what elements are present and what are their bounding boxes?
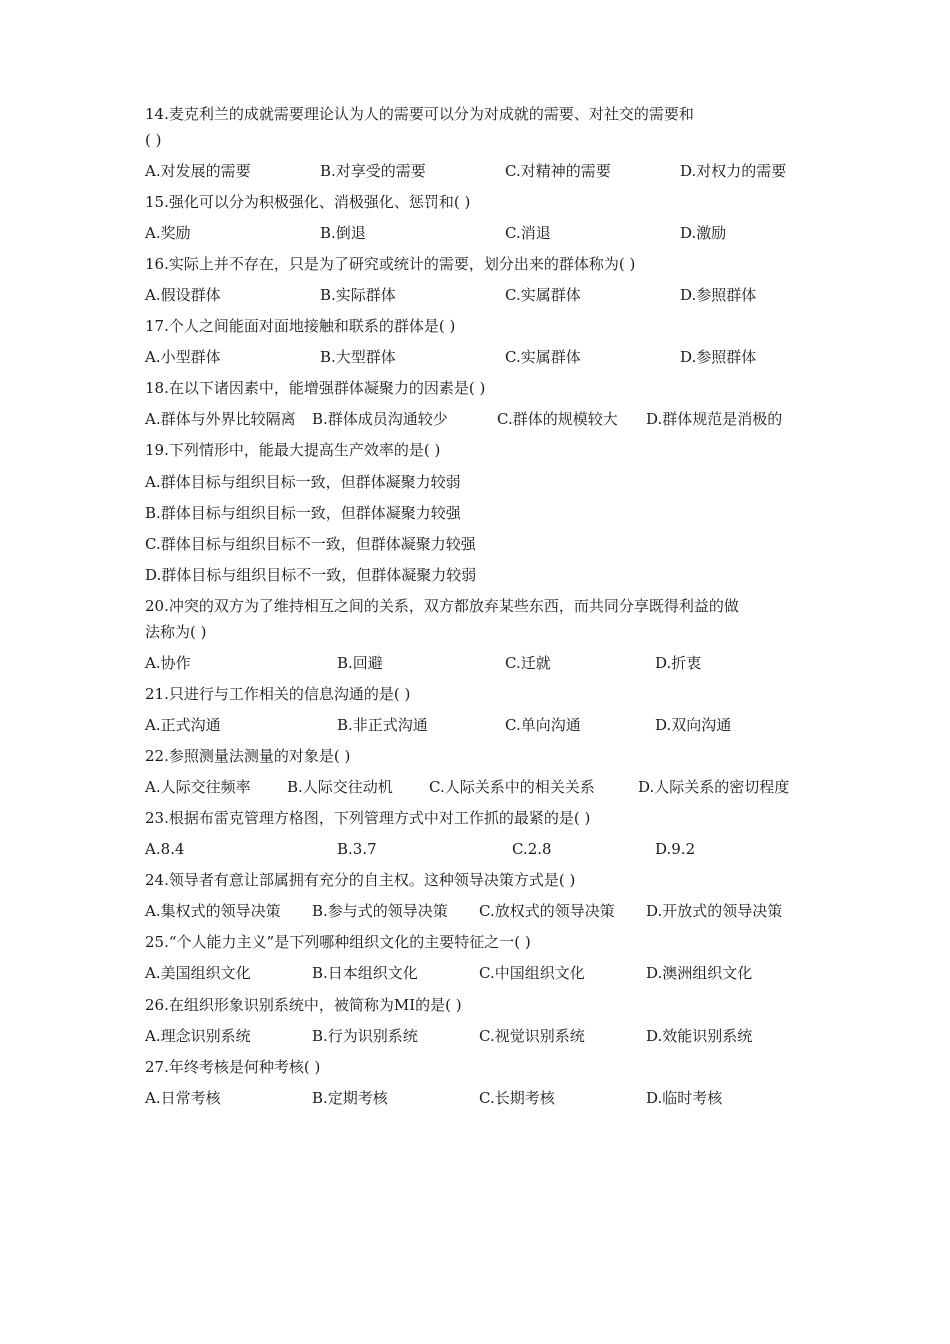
question-19-option-A: A.群体目标与组织目标一致，但群体凝聚力较弱	[145, 473, 461, 491]
question-22-option-C: C.人际关系中的相关关系	[429, 778, 595, 796]
question-27-option-B: B.定期考核	[312, 1089, 388, 1107]
question-24-text: 24.领导者有意让部属拥有充分的自主权。这种领导决策方式是( )	[145, 871, 576, 889]
question-22-option-A: A.人际交往频率	[145, 778, 251, 796]
question-21-option-B: B.非正式沟通	[337, 716, 428, 734]
question-20-option-B: B.回避	[337, 654, 383, 672]
question-19-option-B: B.群体目标与组织目标一致，但群体凝聚力较强	[145, 504, 461, 522]
question-16-option-B: B.实际群体	[320, 286, 396, 304]
question-27-option-A: A.日常考核	[145, 1089, 221, 1107]
question-14-text: ( )	[145, 131, 162, 149]
question-19-text: 19.下列情形中，能最大提高生产效率的是( )	[145, 441, 441, 459]
question-21-option-C: C.单向沟通	[505, 716, 581, 734]
question-20-option-C: C.迁就	[505, 654, 551, 672]
question-20-text: 20.冲突的双方为了维持相互之间的关系，双方都放弃某些东西，而共同分享既得利益的做	[145, 597, 739, 615]
question-14-option-C: C.对精神的需要	[505, 162, 611, 180]
question-26-options	[145, 1024, 825, 1048]
question-25-option-D: D.澳洲组织文化	[646, 964, 753, 982]
question-25-option-B: B.日本组织文化	[312, 964, 418, 982]
question-15-option-B: B.倒退	[320, 224, 366, 242]
question-17-option-A: A.小型群体	[145, 348, 221, 366]
question-22-options	[145, 775, 825, 799]
question-23-options	[145, 837, 825, 861]
question-27-option-C: C.长期考核	[479, 1089, 555, 1107]
question-23-option-B: B.3.7	[337, 840, 377, 858]
question-26-option-A: A.理念识别系统	[145, 1027, 251, 1045]
question-20-option-D: D.折衷	[655, 654, 702, 672]
question-26-option-D: D.效能识别系统	[646, 1027, 753, 1045]
question-18-option-D: D.群体规范是消极的	[646, 410, 783, 428]
question-17-options	[145, 345, 825, 369]
question-17-option-B: B.大型群体	[320, 348, 396, 366]
question-18-text: 18.在以下诸因素中，能增强群体凝聚力的因素是( )	[145, 379, 486, 397]
question-23-option-D: D.9.2	[655, 840, 696, 858]
question-27-text: 27.年终考核是何种考核( )	[145, 1058, 321, 1076]
question-17-option-D: D.参照群体	[680, 348, 757, 366]
question-26-option-B: B.行为识别系统	[312, 1027, 418, 1045]
question-24-options	[145, 899, 825, 923]
question-15-text: 15.强化可以分为积极强化、消极强化、惩罚和( )	[145, 193, 471, 211]
question-14-text: 14.麦克利兰的成就需要理论认为人的需要可以分为对成就的需要、对社交的需要和	[145, 105, 694, 123]
question-15-option-D: D.激励	[680, 224, 727, 242]
question-27-option-D: D.临时考核	[646, 1089, 723, 1107]
question-20-option-A: A.协作	[145, 654, 191, 672]
question-18-option-A: A.群体与外界比较隔离	[145, 410, 296, 428]
question-19-option-C: C.群体目标与组织目标不一致，但群体凝聚力较强	[145, 535, 476, 553]
question-20-text: 法称为( )	[145, 623, 207, 641]
question-22-text: 22.参照测量法测量的对象是( )	[145, 747, 351, 765]
question-22-option-B: B.人际交往动机	[287, 778, 393, 796]
question-14-option-B: B.对享受的需要	[320, 162, 426, 180]
question-14-option-A: A.对发展的需要	[145, 162, 251, 180]
question-16-option-A: A.假设群体	[145, 286, 221, 304]
question-24-option-C: C.放权式的领导决策	[479, 902, 615, 920]
question-14-options	[145, 159, 825, 183]
question-24-option-D: D.开放式的领导决策	[646, 902, 783, 920]
question-25-text: 25.“个人能力主义”是下列哪种组织文化的主要特征之一( )	[145, 933, 531, 951]
question-21-option-D: D.双向沟通	[655, 716, 732, 734]
question-26-text: 26.在组织形象识别系统中，被简称为MI的是( )	[145, 996, 462, 1014]
question-17-option-C: C.实属群体	[505, 348, 581, 366]
question-24-option-B: B.参与式的领导决策	[312, 902, 448, 920]
question-14-option-D: D.对权力的需要	[680, 162, 787, 180]
question-25-option-C: C.中国组织文化	[479, 964, 585, 982]
question-16-option-C: C.实属群体	[505, 286, 581, 304]
question-25-option-A: A.美国组织文化	[145, 964, 251, 982]
question-16-options	[145, 283, 825, 307]
question-21-option-A: A.正式沟通	[145, 716, 221, 734]
question-19-option-D: D.群体目标与组织目标不一致，但群体凝聚力较弱	[145, 566, 477, 584]
question-27-options	[145, 1086, 825, 1110]
question-18-option-C: C.群体的规模较大	[497, 410, 618, 428]
question-24-option-A: A.集权式的领导决策	[145, 902, 281, 920]
question-23-text: 23.根据布雷克管理方格图，下列管理方式中对工作抓的最紧的是( )	[145, 809, 591, 827]
question-16-option-D: D.参照群体	[680, 286, 757, 304]
question-15-option-A: A.奖励	[145, 224, 191, 242]
question-18-options	[145, 407, 825, 431]
question-21-text: 21.只进行与工作相关的信息沟通的是( )	[145, 685, 411, 703]
question-22-option-D: D.人际关系的密切程度	[638, 778, 790, 796]
question-16-text: 16.实际上并不存在，只是为了研究或统计的需要，划分出来的群体称为( )	[145, 255, 636, 273]
question-17-text: 17.个人之间能面对面地接触和联系的群体是( )	[145, 317, 456, 335]
question-21-options	[145, 713, 825, 737]
question-20-options	[145, 651, 825, 675]
question-26-option-C: C.视觉识别系统	[479, 1027, 585, 1045]
question-23-option-A: A.8.4	[145, 840, 185, 858]
question-18-option-B: B.群体成员沟通较少	[312, 410, 448, 428]
question-15-options	[145, 221, 825, 245]
question-25-options	[145, 961, 825, 985]
question-15-option-C: C.消退	[505, 224, 551, 242]
question-23-option-C: C.2.8	[512, 840, 552, 858]
